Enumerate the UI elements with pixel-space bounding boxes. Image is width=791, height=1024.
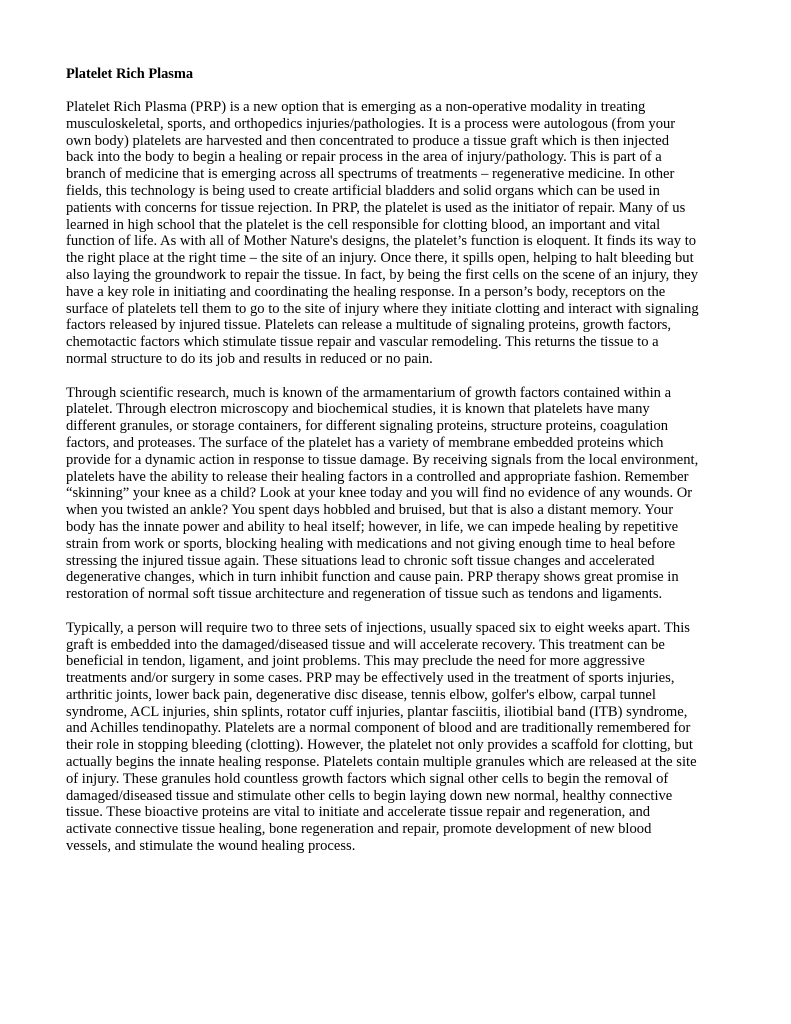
paragraph-line: own body) platelets are harvested and then concentrated to produce a tissue graft which is then injected (66, 132, 669, 149)
document-page (66, 66, 714, 872)
paragraph-3 (66, 620, 714, 855)
paragraph-line: “skinning” your knee as a child? Look at your knee today and you will find no evidence of any wounds. Or (66, 485, 693, 502)
paragraph-line: of injury. These granules hold countless growth factors which signal other cells to begin the removal of (66, 770, 669, 787)
paragraph-line: chemotactic factors which stimulate tissue repair and vascular remodeling. This returns the tissue to a (66, 334, 659, 351)
paragraph-line: branch of medicine that is emerging across all spectrums of treatments – regenerative medicine. In other (66, 166, 675, 183)
paragraph-1 (66, 99, 714, 368)
paragraph-line: degenerative changes, which in turn inhibit function and cause pain. PRP therapy shows great promise in (66, 569, 679, 586)
paragraph-line: platelet. Through electron microscopy and biochemical studies, it is known that platelets have many (66, 401, 650, 418)
paragraph-line: syndrome, ACL injuries, shin splints, rotator cuff injuries, plantar fasciitis, iliotibial band (ITB) syndrome, (66, 703, 688, 720)
paragraph-line: provide for a dynamic action in response to tissue damage. By receiving signals from the local environment, (66, 451, 699, 468)
paragraph-line: vessels, and stimulate the wound healing process. (66, 838, 356, 855)
paragraph-line: platelets have the ability to release their healing factors in a controlled and appropriate fashion. Remember (66, 468, 689, 485)
paragraph-line: factors, and proteases. The surface of the platelet has a variety of membrane embedded proteins which (66, 434, 664, 451)
paragraph-line: Platelet Rich Plasma (PRP) is a new option that is emerging as a non-operative modality in treating (66, 99, 646, 115)
paragraph-line: normal structure to do its job and results in reduced or no pain. (66, 350, 433, 367)
paragraph-line: beneficial in tendon, ligament, and joint problems. This may preclude the need for more aggressive (66, 653, 645, 670)
paragraph-line: activate connective tissue healing, bone regeneration and repair, promote development of new blood (66, 821, 652, 838)
paragraph-line: stressing the injured tissue again. These situations lead to chronic soft tissue changes and accelerated (66, 552, 655, 569)
paragraph-line: arthritic joints, lower back pain, degenerative disc disease, tennis elbow, golfer's elbow, carpal tunnel (66, 686, 656, 703)
paragraph-line: and Achilles tendinopathy. Platelets are a normal component of blood and are traditionally remembered for (66, 720, 691, 737)
paragraph-line: back into the body to begin a healing or repair process in the area of injury/pathology. This is part of a (66, 149, 662, 166)
paragraph-line: restoration of normal soft tissue architecture and regeneration of tissue such as tendons and ligaments. (66, 586, 663, 603)
paragraph-line: their role in stopping bleeding (clotting). However, the platelet not only provides a scaffold for clotting, but (66, 737, 693, 754)
paragraph-line: Through scientific research, much is known of the armamentarium of growth factors contained within a (66, 384, 672, 401)
paragraph-line: different granules, or storage containers, for different signaling proteins, structure proteins, coagulation (66, 418, 669, 435)
paragraph-line: when you twisted an ankle? You spent days hobbled and bruised, but that is also a distant memory. Your (66, 502, 674, 519)
paragraph-line: graft is embedded into the damaged/diseased tissue and will accelerate recovery. This treatment can be (66, 636, 665, 653)
paragraph-line: have a key role in initiating and coordinating the healing response. In a person’s body, receptors on the (66, 283, 666, 300)
paragraph-line: tissue. These bioactive proteins are vital to initiate and accelerate tissue repair and regeneration, and (66, 804, 651, 821)
paragraph-line: function of life. As with all of Mother Nature's designs, the platelet’s function is eloquent. It finds its way to (66, 233, 697, 250)
paragraph-line: also laying the groundwork to repair the tissue. In fact, by being the first cells on the scene of an injury, they (66, 266, 699, 283)
paragraph-line: musculoskeletal, sports, and orthopedics injuries/pathologies. It is a process were autologous (from your (66, 115, 676, 132)
paragraph-line: treatments and/or surgery in some cases. PRP may be effectively used in the treatment of sports injuries, (66, 670, 675, 687)
paragraph-line: fields, this technology is being used to create artificial bladders and solid organs which can be used in (66, 182, 660, 199)
document-title: Platelet Rich Plasma (66, 66, 194, 82)
paragraph-line: learned in high school that the platelet is the cell responsible for clotting blood, an important and vital (66, 216, 661, 233)
paragraph-line: patients with concerns for tissue rejection. In PRP, the platelet is used as the initiator of repair. Many of us (66, 199, 686, 216)
paragraph-line: the right place at the right time – the site of an injury. Once there, it spills open, helping to halt bleeding but (66, 250, 694, 267)
paragraph-line: actually begins the innate healing response. Platelets contain multiple granules which are released at the site (66, 754, 697, 771)
paragraph-line: body has the innate power and ability to heal itself; however, in life, we can impede healing by repetitive (66, 518, 679, 535)
paragraph-line: damaged/diseased tissue and stimulate other cells to begin laying down new normal, healthy connective (66, 787, 673, 804)
paragraph-2 (66, 385, 714, 603)
paragraph-line: factors released by injured tissue. Platelets can release a multitude of signaling proteins, growth factors, (66, 317, 672, 334)
paragraph-line: strain from work or sports, blocking healing with medications and not giving enough time to heal before (66, 535, 676, 552)
paragraph-line: surface of platelets tell them to go to the site of injury where they initiate clotting and interact with signaling (66, 300, 699, 317)
paragraph-line: Typically, a person will require two to three sets of injections, usually spaced six to eight weeks apart. This (66, 619, 690, 636)
